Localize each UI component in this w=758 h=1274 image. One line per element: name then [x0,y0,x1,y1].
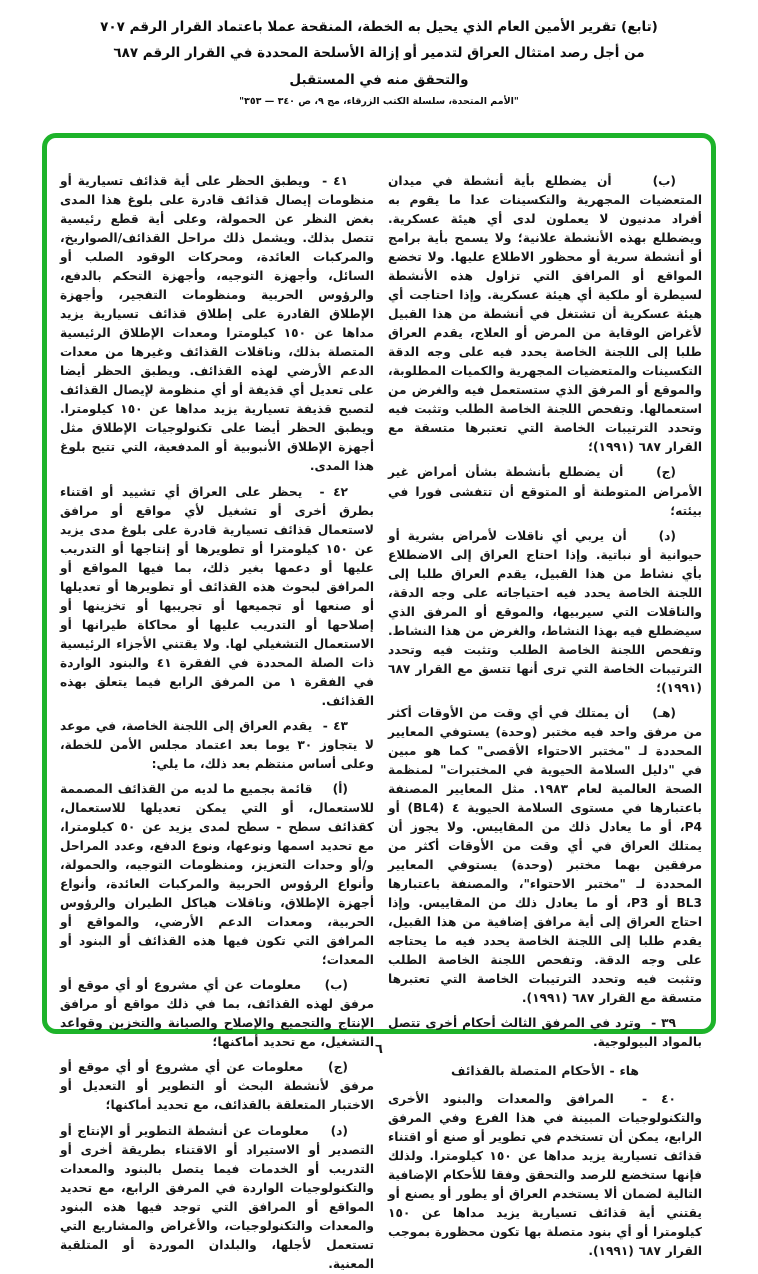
section-heading-missile-provisions: هاء - الأحكام المتصلة بالقذائف [450,1063,640,1079]
para-41: ٤١ - ويطبق الحظر على أية قذائف تسيارية أو منظومات إيصال قذائف قادرة على بلوغ هذا المدى بغض النظر عن الحمولة، وعلى أية قطع رئيسية تتصل بذلك. ويشمل ذلك مراحل القذائف/الصواريخ، والمركبات العائدة، ومحركات الوقود الصلب أو السائل، وأجهزة التوجيه، وأجهزة التحكم بالدفع، والرؤوس الحربية ومنظومات التفجير، وأجهزة الإطلاق القادرة على إطلاق قذائف تسيارية يزيد مداها عن ١٥٠ كيلومترا ومعدات الإطلاق الرئيسية المتصلة بذلك، وناقلات القذائف وغيرها من معدات الدعم الأرضي لهذه القذائف. ويطبق الحظر أيضا على تعديل أي قذيفة أو أي منظومة لإيصال القذائف لتصبح قذيفة تسيارية يزيد مداها عن ١٥٠ كيلومترا. ويطبق الحظر أيضا على تكنولوجيات الإطلاق مثل أجهزة الإطلاق الأنبوبية أو المدفعية، التي تتيح بلوغ هذا المدى. [60,174,374,474]
column-right-first-reading [388,172,702,1258]
column-left-second-reading [60,172,375,1271]
page-number: ٦ [375,1042,383,1057]
subpara-j-biological: (ج) أن يضطلع بأنشطة بشأن أمراض غير الأمراض المتوطنة أو المتوقع أن تتفشى فورا في بيئته؛ [388,465,702,518]
subpara-d-missiles: (د) معلومات عن أنشطة التطوير أو الإنتاج أو التصدير أو الاستيراد أو الاقتناء بطريقة أخرى أو التدريب أو الخدمات فيما يتصل بالبنود والمعدات والتكنولوجيات الواردة في المرفق الرابع، مع تحديد المواقع أو المرافق التي توجد فيها هذه البنود والمعدات والتكنولوجيات، والأغراض والمشاريع التي تستعمل لأجلها، والبلدان الموردة أو المتلقية المعنية. [60,1123,374,1271]
para-39: ٣٩ - وترد في المرفق الثالث أحكام أخرى تتصل بالمواد البيولوجية. [388,1016,702,1050]
green-border-frame [42,133,716,1271]
header-title-line1: (تابع) تقرير الأمين العام الذي يحيل به الخطة، المنقحة عملا باعتماد القرار الرقم ٧٠٧ [100,19,658,35]
para-43-intro: ٤٣ - يقدم العراق إلى اللجنة الخاصة، في موعد لا يتجاوز ٣٠ يوما بعد اعتماد مجلس الأمن للخطة، وعلى أساس منتظم بعد ذلك، ما يلي: [60,718,374,771]
para-42: ٤٢ - يحظر على العراق أي تشييد أو اقتناء بطرق أخرى أو تشغيل لأي مواقع أو مرافق لاستعمال قذائف تسيارية قادرة على بلوغ مدى يزيد عن ١٥٠ كيلومترا أو تطويرها أو إنتاجها أو التدريب عليها أو دعمها بغير ذلك، بما فيها المواقع أو المرافق لبحوث هذه القذائف أو تطويرها أو تعديلها أو صنعها أو تجميعها أو تجريبها أو تخزينها أو إصلاحها أو التدريب عليها أو محاكاة طيرانها أو الاستعمال التشغيلي لها. ولا يقتني الأجزاء الرئيسية ذات الصلة المحددة في الفقرة ٤١ والبنود الواردة في الفقرة ١ من المرفق الرابع فيما يتعلق بهذه القذائف. [60,484,375,708]
subpara-j-missiles: (ج) معلومات عن أي مشروع أو أي موقع أو مرفق لأنشطة البحث أو التطوير أو التعديل أو الاختبار المتعلقة بالقذائف، مع تحديد أماكنها؛ [60,1060,374,1113]
subpara-d-biological: (د) أن يربي أي ناقلات لأمراض بشرية أو حيوانية أو نباتية. وإذا احتاج العراق إلى الاضطلاع بأي نشاط من هذا القبيل، يقدم العراق طلبا إلى اللجنة الخاصة يحدد فيه احتياجاته على وجه الدقة، والناقلات التي سيربيها، والموقع أو المرفق الذي سيضطلع فيه بهذا النشاط، والغرض من هذا النشاط. وتفحص اللجنة الخاصة الطلب وتثبت فيه وتحدد الترتيبات الخاصة التي ترى أنها تتسق مع القرار ٦٨٧ (١٩٩١)؛ [388,528,702,695]
subpara-b-missiles: (ب) معلومات عن أي مشروع أو أي موقع أو مرفق لهذه القذائف، بما في ذلك مواقع أو مرافق الإنتاج والتجميع والإصلاح والصيانة والتخزين وقواعد التشغيل، مع تحديد أماكنها؛ [60,978,374,1050]
header-source-citation: "الأمم المتحدة، سلسلة الكتب الزرقاء، مج ٩، ص ٣٤٠ — ٣٥٣" [239,95,519,107]
document-header [0,14,758,107]
header-title-line3: والتحقق منه في المستقبل [289,71,469,88]
subpara-a-missiles: (أ) قائمة بجميع ما لديه من القذائف المصممة للاستعمال، أو التي يمكن تعديلها للاستعمال، كقذائف سطح - سطح لمدى يزيد عن ٥٠ كيلومترا، مع تحديد اسمها ونوعها، ونوع الدفع، وعدد المراحل و/أو وحدات التعزيز، ومنظومات التوجيه، والحمولة، وأنواع الرؤوس الحربية والمركبات العائدة، وأنواع أجهزة الإطلاق، وناقلات هياكل الطيران والرؤوس الحربية، ومعدات الدعم الأرضي، والمواقع أو المرافق التي تكون فيها هذه القذائف أو البنود أو المعدات؛ [60,781,374,968]
subpara-h-biological: (هـ) أن يمتلك في أي وقت من الأوقات أكثر من مرفق واحد فيه مختبر (وحدة) يستوفي المعايير المحددة لـ "مختبر الاحتواء الأقصى" كما هو مبين في "دليل السلامة الحيوية في المختبرات" لمنظمة الصحة العالمية لعام ١٩٨٣. مثل المعايير المصنفة باعتبارها في مستوى السلامة الحيوية ٤ (BL4) أو P4، أو ما يعادل ذلك من المقاييس. ولا يجوز أن يمتلك العراق في أي وقت من الأوقات أكثر من مرفقين بهما مختبر (وحدة) يستوفي المعايير المحددة لـ "مختبر الاحتواء"، والمصنفة باعتبارها BL3 أو P3، أو ما يعادل ذلك من المقاييس. وإذا احتاج العراق إلى أية مرافق إضافية من هذا القبيل، يقدم طلبا إلى اللجنة الخاصة يحدد فيه ما يحتاجه على وجه الدقة. وتفحص اللجنة الخاصة الطلب وتثبت فيه وتحدد الترتيبات الخاصة التي تعتبرها متسقة مع القرار ٦٨٧ (١٩٩١). [388,705,702,1006]
subpara-b-biological: (ب) أن يضطلع بأية أنشطة في ميدان المتعضيات المجهرية والتكسينات عدا ما يقوم به أفراد مدنيون لا يعملون لدى أي هيئة عسكرية. ويضطلع بهذه الأنشطة علانية؛ ولا يسمح بأية برامج أو أنشطة سرية أو محظور الاطلاع عليها. ولا تخضع المواقع أو المرافق التي تزاول هذه الأنشطة لسيطرة أو ملكية أي هيئة عسكرية. وإذا احتاجت أي هيئة عسكرية أن تشتغل في أنشطة من هذا القبيل لأغراض الوقاية من المرض أو العلاج، يقدم العراق طلبا إلى اللجنة الخاصة يحدد فيه على وجه الدقة التكسينات والمتعضيات المجهرية والكميات المطلوبة، والموقع أو المرفق الذي ستستعمل فيه والغرض من استعمالها. وتفحص اللجنة الخاصة الطلب وتثبت فيه وتحدد الترتيبات الخاصة التي تعتبرها متسقة مع القرار ٦٨٧ (١٩٩١)؛ [388,174,702,455]
para-40: ٤٠ - المرافق والمعدات والبنود الأخرى والتكنولوجيات المبينة في هذا الفرع وفي المرفق الرابع، يمكن أن تستخدم في تطوير أو صنع أو اقتناء قذائف تسيارية يزيد مداها عن ١٥٠ كيلومترا. ولذلك فإنها ستخضع للرصد والتحقق وفقا للأحكام الإضافية التالية لضمان ألا يستخدم العراق أو يطور أو يصنع أو يقتني أية قذائف تسيارية يزيد مداها عن ١٥٠ كيلومترا أو أي بنود متصلة بها تكون محظورة بموجب القرار ٦٨٧ (١٩٩١). [388,1091,702,1258]
header-title-line2: من أجل رصد امتثال العراق لتدمير أو إزالة الأسلحة المحددة في القرار الرقم ٦٨٧ [113,45,645,62]
